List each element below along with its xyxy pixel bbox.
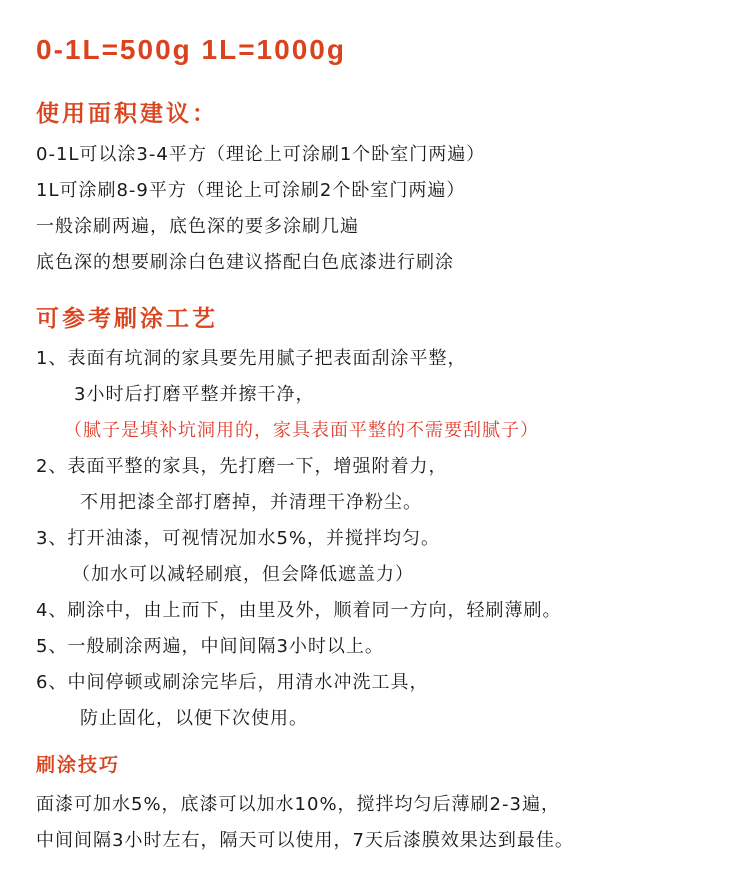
tips-heading: 刷涂技巧 bbox=[36, 754, 121, 776]
process-step-1: 1、表面有坑洞的家具要先用腻子把表面刮涂平整， bbox=[36, 348, 467, 369]
usage-line-4: 底色深的想要刷涂白色建议搭配白色底漆进行刷涂 bbox=[36, 252, 454, 273]
process-step-2-cont: 不用把漆全部打磨掉，并清理干净粉尘。 bbox=[80, 492, 422, 513]
usage-line-3: 一般涂刷两遍，底色深的要多涂刷几遍 bbox=[36, 216, 359, 237]
process-step-6-cont: 防止固化，以便下次使用。 bbox=[80, 708, 308, 729]
process-step-3: 3、打开油漆，可视情况加水5%，并搅拌均匀。 bbox=[36, 528, 441, 549]
usage-heading: 使用面积建议： bbox=[36, 101, 218, 127]
process-step-3-note: （加水可以减轻刷痕，但会降低遮盖力） bbox=[72, 564, 414, 585]
process-step-1-note: （腻子是填补坑洞用的，家具表面平整的不需要刮腻子） bbox=[64, 420, 539, 441]
volume-weight-headline: 0-1L=500g 1L=1000g bbox=[36, 34, 346, 65]
process-step-4: 4、刷涂中，由上而下，由里及外，顺着同一方向，轻刷薄刷。 bbox=[36, 600, 562, 621]
tips-line-2: 中间间隔3小时左右，隔天可以使用，7天后漆膜效果达到最佳。 bbox=[36, 830, 574, 851]
process-step-6: 6、中间停顿或刷涂完毕后，用清水冲洗工具， bbox=[36, 672, 429, 693]
usage-line-1: 0-1L可以涂3-4平方（理论上可涂刷1个卧室门两遍） bbox=[36, 144, 486, 165]
process-step-2: 2、表面平整的家具，先打磨一下，增强附着力， bbox=[36, 456, 448, 477]
process-heading: 可参考刷涂工艺 bbox=[36, 306, 218, 332]
process-step-1-cont: 3小时后打磨平整并擦干净， bbox=[74, 384, 315, 405]
usage-line-2: 1L可涂刷8-9平方（理论上可涂刷2个卧室门两遍） bbox=[36, 180, 466, 201]
process-step-5: 5、一般刷涂两遍，中间间隔3小时以上。 bbox=[36, 636, 384, 657]
tips-line-1: 面漆可加水5%，底漆可以加水10%，搅拌均匀后薄刷2-3遍， bbox=[36, 794, 560, 815]
